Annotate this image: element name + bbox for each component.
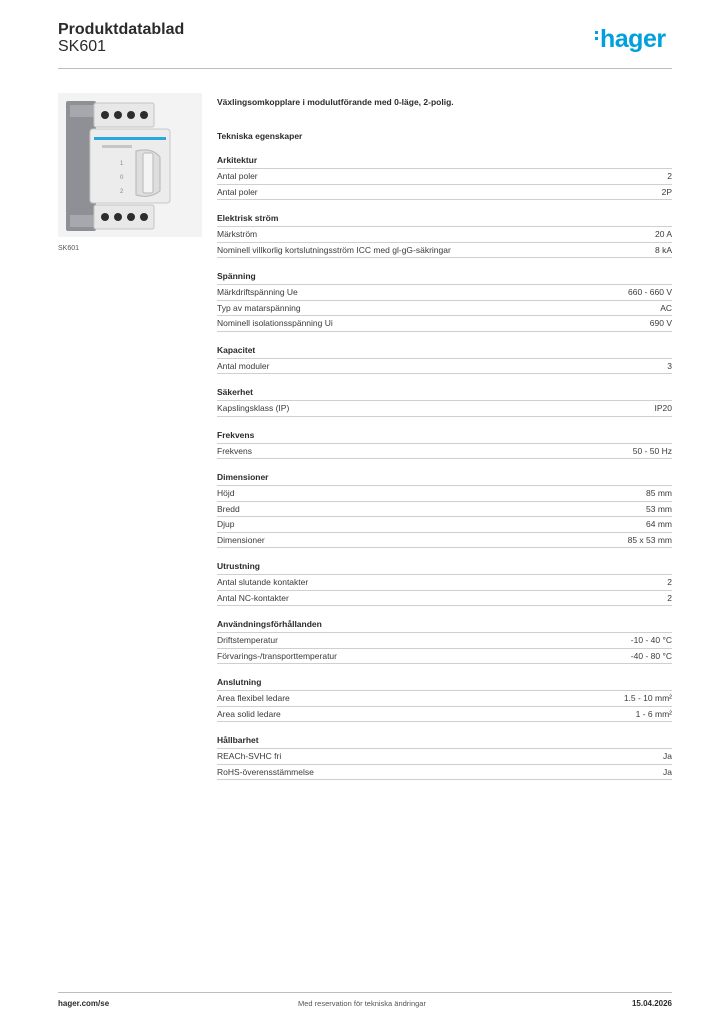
spec-label: Area flexibel ledare	[217, 693, 290, 704]
spec-row	[217, 633, 672, 649]
hager-logo	[595, 25, 666, 59]
spec-label: Djup	[217, 519, 235, 530]
spec-group	[217, 429, 672, 460]
spec-group-title: Säkerhet	[217, 386, 672, 401]
spec-value: 20 A	[654, 229, 672, 240]
spec-row	[217, 649, 672, 665]
spec-group	[217, 560, 672, 606]
spec-value: -40 - 80 °C	[630, 650, 672, 661]
logo-wordmark: hager	[600, 25, 666, 53]
spec-row	[217, 185, 672, 201]
spec-group	[217, 734, 672, 780]
spec-row	[217, 533, 672, 549]
spec-row	[217, 502, 672, 518]
spec-group-title: Kapacitet	[217, 344, 672, 359]
spec-label: Driftstemperatur	[217, 635, 278, 646]
spec-value: IP20	[654, 403, 672, 414]
spec-value: 2	[667, 577, 672, 588]
spec-group-title: Spänning	[217, 270, 672, 285]
spec-group	[217, 676, 672, 722]
spec-label: Antal poler	[217, 186, 258, 197]
spec-label: Höjd	[217, 488, 235, 499]
spec-row	[217, 591, 672, 607]
spec-group	[217, 471, 672, 548]
spec-group-title: Användningsförhållanden	[217, 618, 672, 633]
spec-group	[217, 212, 672, 258]
spec-label: Förvarings-/transporttemperatur	[217, 650, 337, 661]
spec-group	[217, 386, 672, 417]
spec-label: Bredd	[217, 503, 240, 514]
spec-value: Ja	[663, 751, 672, 762]
logo-dots-icon	[595, 31, 598, 43]
spec-group	[217, 154, 672, 200]
footer-note: Med reservation för tekniska ändringar	[298, 999, 426, 1008]
spec-label: Dimensioner	[217, 534, 265, 545]
switch-device-icon	[58, 93, 202, 237]
spec-value: 660 - 660 V	[628, 287, 672, 298]
spec-label: Antal NC-kontakter	[217, 592, 289, 603]
spec-value: 50 - 50 Hz	[632, 445, 672, 456]
footer-date: 15.04.2026	[631, 999, 672, 1008]
spec-value: 2	[667, 171, 672, 182]
spec-label: RoHS-överensstämmelse	[217, 766, 314, 777]
spec-value: 3	[667, 360, 672, 371]
spec-group-title: Utrustning	[217, 560, 672, 575]
spec-label: Area solid ledare	[217, 708, 281, 719]
spec-row	[217, 243, 672, 259]
spec-row	[217, 765, 672, 781]
spec-label: REACh-SVHC fri	[217, 751, 282, 762]
spec-label: Nominell isolationsspänning Ui	[217, 318, 333, 329]
spec-value: 53 mm	[646, 503, 672, 514]
spec-group-title: Arkitektur	[217, 154, 672, 169]
spec-row	[217, 359, 672, 375]
spec-value: 2	[667, 592, 672, 603]
spec-value: AC	[660, 302, 672, 313]
spec-value: 1.5 - 10 mm²	[623, 693, 672, 704]
spec-value: 85 x 53 mm	[627, 534, 672, 545]
spec-row	[217, 444, 672, 460]
image-caption: SK601	[58, 245, 80, 252]
spec-label: Märkdriftspänning Ue	[217, 287, 298, 298]
footer-divider	[58, 992, 672, 993]
spec-group	[217, 270, 672, 332]
spec-group	[217, 344, 672, 375]
spec-row	[217, 517, 672, 533]
spec-label: Antal poler	[217, 171, 258, 182]
svg-text:2: 2	[120, 189, 124, 195]
spec-value: 2P	[661, 186, 672, 197]
spec-label: Kapslingsklass (IP)	[217, 403, 290, 414]
spec-value: 64 mm	[646, 519, 672, 530]
spec-group-title: Dimensioner	[217, 471, 672, 486]
tech-heading: Tekniska egenskaper	[217, 131, 303, 141]
spec-value: 690 V	[649, 318, 672, 329]
spec-sections	[217, 154, 672, 780]
spec-label: Märkström	[217, 229, 258, 240]
spec-row	[217, 749, 672, 765]
spec-group-title: Elektrisk ström	[217, 212, 672, 227]
spec-row	[217, 486, 672, 502]
spec-row	[217, 401, 672, 417]
svg-text:1: 1	[120, 161, 124, 167]
spec-label: Typ av matarspänning	[217, 302, 301, 313]
product-image	[58, 93, 202, 237]
spec-group-title: Frekvens	[217, 429, 672, 444]
spec-label: Frekvens	[217, 445, 252, 456]
spec-label: Antal moduler	[217, 360, 270, 371]
header-divider	[58, 68, 672, 69]
spec-row	[217, 301, 672, 317]
spec-label: Antal slutande kontakter	[217, 577, 309, 588]
product-code: SK601	[58, 38, 107, 55]
svg-text:0: 0	[120, 175, 124, 181]
spec-value: -10 - 40 °C	[630, 635, 672, 646]
spec-label: Nominell villkorlig kortslutningsström ICC med gl-gG-säkringar	[217, 244, 451, 255]
spec-value: Ja	[663, 766, 672, 777]
spec-row	[217, 707, 672, 723]
spec-value: 8 kA	[654, 244, 672, 255]
spec-group-title: Hållbarhet	[217, 734, 672, 749]
spec-content	[217, 96, 672, 780]
page-title: Produktdatablad	[58, 21, 185, 38]
spec-row	[217, 316, 672, 332]
spec-row	[217, 285, 672, 301]
spec-row	[217, 169, 672, 185]
footer-site: hager.com/se	[58, 999, 110, 1008]
product-description: Växlingsomkopplare i modulutförande med 0-läge, 2-polig.	[217, 97, 454, 107]
spec-row	[217, 691, 672, 707]
spec-row	[217, 227, 672, 243]
spec-group-title: Anslutning	[217, 676, 672, 691]
spec-row	[217, 575, 672, 591]
spec-value: 85 mm	[646, 488, 672, 499]
spec-value: 1 - 6 mm²	[635, 708, 672, 719]
spec-group	[217, 618, 672, 664]
